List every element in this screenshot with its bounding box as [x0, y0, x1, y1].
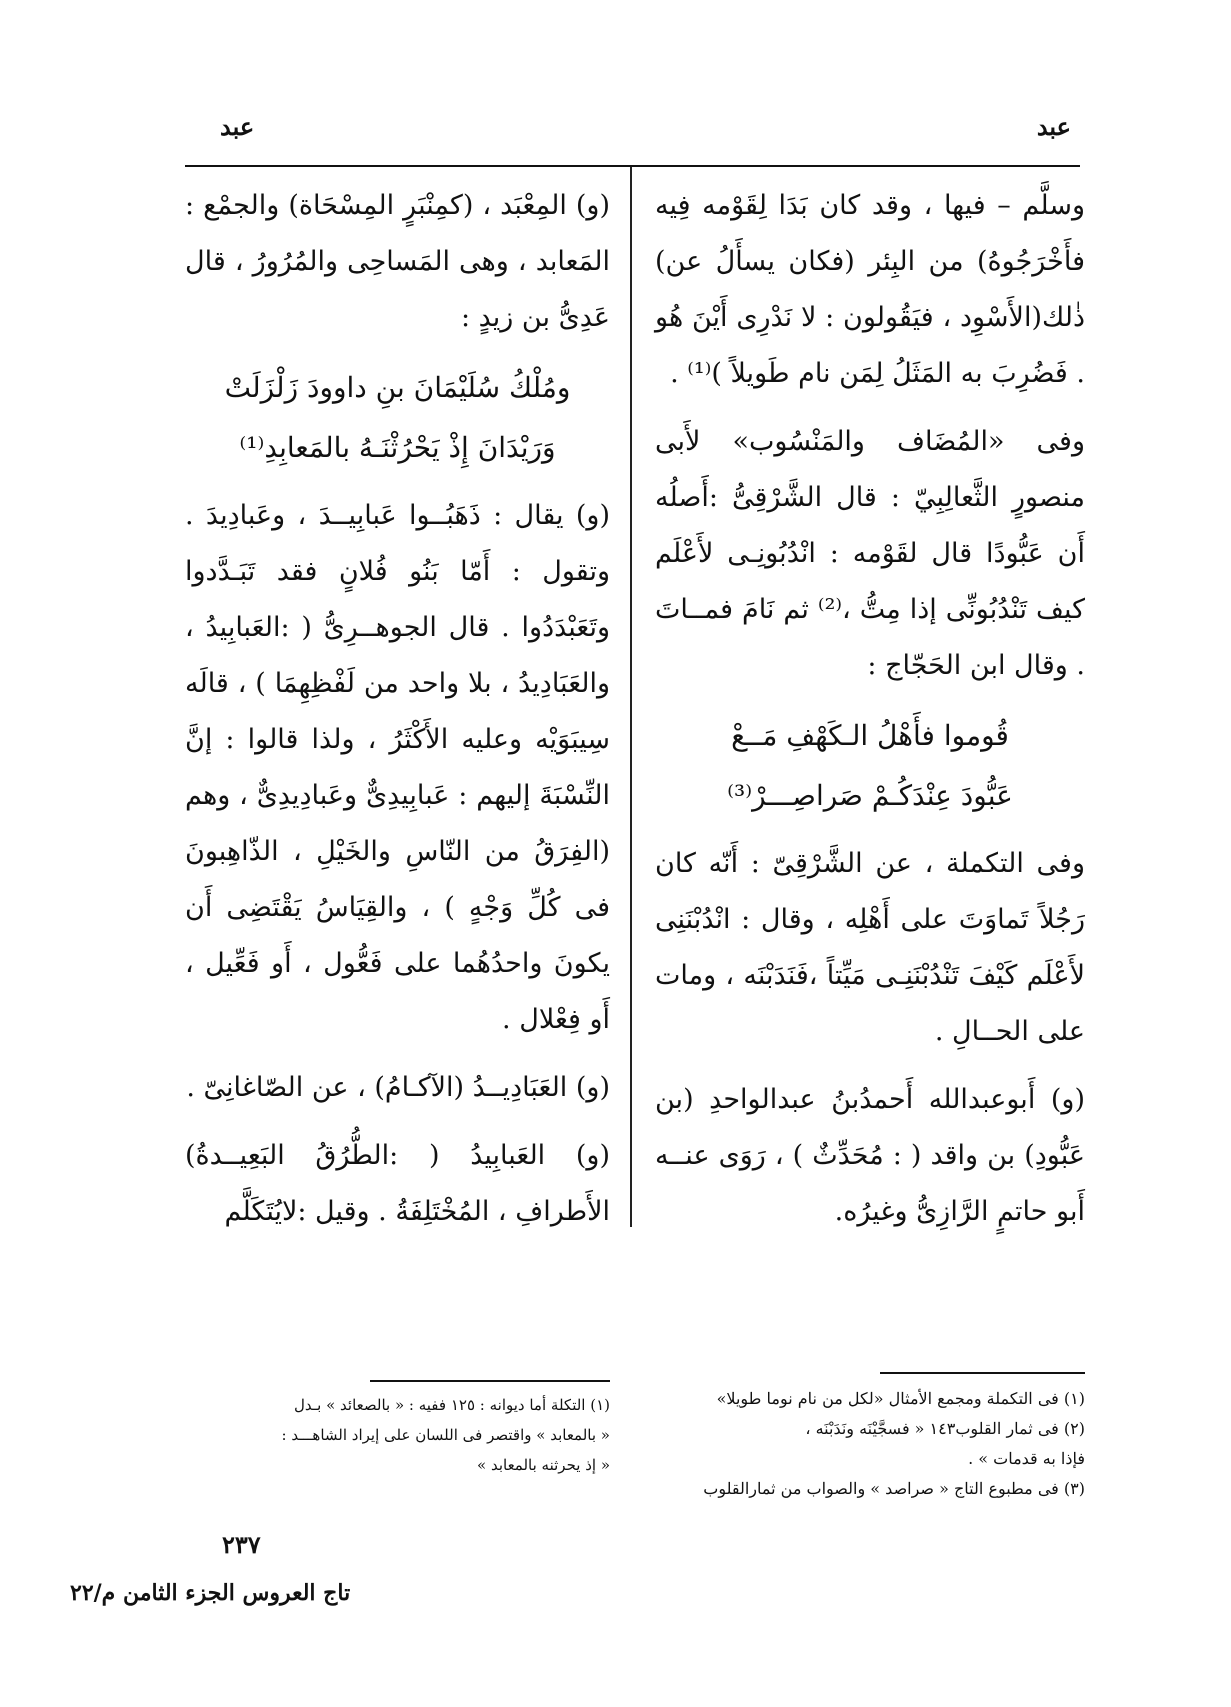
column-divider [630, 167, 632, 1227]
paragraph: (و) يقال : ذَهَبُــوا عَبابِيــدَ ، وعَبادِيدَ . وتقول : أَمّا بَنُو فُلانٍ فقد تَبَـدَّدوا وتَعَبْدَدُوا . قال الجوهــرِىُّ ( :العَبابِيدُ ، والعَبَادِيدُ ، بلا واحد من لَفْظِهِمَا ) ، قالَه سِيبَوَيْه وعليه الأَكْثَرُ ، ولذا قالوا : إنَّ النِّسْبَةَ إليهم : عَبابِيدِىٌّ وعَبادِيدِىٌّ ، وهم (الفِرَقُ من النّاسِ والخَيْلِ ، الذّاهِبونَ فى كُلِّ وَجْهٍ ) ، والقِيَاسُ يَقْتَضِى أَن يكونَ واحدُهُما على فَعُّول ، أَو فَعِّيل ، أَو فِعْلال . [185, 500, 610, 1035]
paragraph: (و) المِعْبَد ، (كمِنْبَرٍ المِسْحَاة) والجمْع : المَعابد ، وهى المَساحِى والمُرُورُ ، قال عَدِىُّ بن زيدٍ : [185, 190, 610, 333]
right-column [655, 178, 1085, 1252]
page-number: ٢٣٧ [222, 1530, 261, 1559]
footnote: (٣) فى مطبوع التاج « صراصد » والصواب من ثمارالقلوب [703, 1479, 1085, 1498]
footnote: (٢) فى ثمار القلوب١٤٣ « فسجَّيْنَه ونَدَبْنَه ، [805, 1419, 1085, 1438]
footnote: « بالمعابد » واقتصر فى اللسان على إيراد الشاهـــد : [281, 1426, 610, 1444]
footnote: « إذ يحرثنه بالمعابد » [477, 1456, 610, 1474]
footnote: (١) التكلة أما ديوانه : ١٢٥ ففيه : « بالصعائد » بـدل [293, 1396, 610, 1414]
footnote: (١) فى التكملة ومجمع الأمثال «لكل من نام نوما طويلا» [716, 1389, 1085, 1408]
footnote-rule [370, 1380, 610, 1382]
paragraph: (و) العَبابِيدُ ( :الطُّرُقُ البَعِيــدةُ) الأَطرافِ ، المُخْتَلِفَةُ . وقيل :لايُتَكَلَّم [185, 1140, 610, 1227]
footnotes-right [655, 1384, 1085, 1504]
running-head-left: عبد [220, 112, 255, 141]
paragraph: وفى التكملة ، عن الشَّرْقِىّ : أَنّه كان رَجُلاً تَماوَتَ على أَهْلِه ، وقال : انْدُبْنَنِى لأَعْلَم كَيْفَ تَنْدُبْنَنِـى مَيِّتاً ،فَنَدَبْنَه ، ومات على الحــالِ . [655, 848, 1085, 1047]
footnotes-left [185, 1390, 610, 1480]
paragraph: (و) العَبَادِيــدُ (الآكـامُ) ، عن الصّاغانِىّ . [186, 1072, 610, 1103]
paragraph: وفى «المُضَاف والمَنْسُوب» لأَبى منصورٍ الثَّعالِبِيّ : قال الشَّرْقِىُّ :أَصلُه أَن عَبُّودًا قال لقَوْمه : انْدُبُونِـى لأَعْلَم كيف تَنْدُبُونِّى إذا مِتُّ ،⁽²⁾ ثم نَامَ فمــاتَ . وقال ابن الحَجّاج : [655, 426, 1085, 681]
footnote: فإذا به قدمات » . [968, 1449, 1085, 1468]
footnote-rule [880, 1372, 1085, 1374]
verse-line: عَبُّودَ عِنْدَكُـمْ صَراصِـــرْ⁽³⁾ [727, 779, 1013, 812]
paragraph: (و) أَبوعبدالله أَحمدُبنُ عبدالواحدِ (بن عَبُّودِ) بن واقد ( : مُحَدِّثٌ ) ، رَوَى عنــه أَبو حاتمٍ الرَّازِىُّ وغيرُه. [655, 1084, 1085, 1227]
verse-line: قُوموا فأَهْلُ الـكَهْفِ مَــعْ [731, 719, 1009, 752]
signature-line: تاج العروس الجزء الثامن م/٢٢ [70, 1580, 351, 1606]
header-rule [185, 165, 1080, 167]
paragraph: وسلَّم – فيها ، وقد كان بَدَا لِقَوْمه فِيه فأَخْرَجُوهُ) من البِئر (فكان يسأَلُ عن) ذٰلك(الأَسْوِد ، فيَقُولون : لا نَدْرِى أَيْنَ هُو . فَضُرِبَ به المَثَلُ لِمَن نام طَويلاً )⁽¹⁾ . [655, 190, 1085, 389]
verse-line: وَرَيْدَانَ إِذْ يَحْرُثْنَـهُ بالمَعابِدِ⁽¹⁾ [239, 431, 556, 464]
verse [185, 358, 610, 478]
verse [655, 706, 1085, 826]
verse-line: ومُلْكُ سُلَيْمَانَ بنِ داوودَ زَلْزَلَتْ [224, 371, 571, 404]
running-head-right: عبد [1036, 112, 1071, 141]
left-column [185, 178, 610, 1252]
